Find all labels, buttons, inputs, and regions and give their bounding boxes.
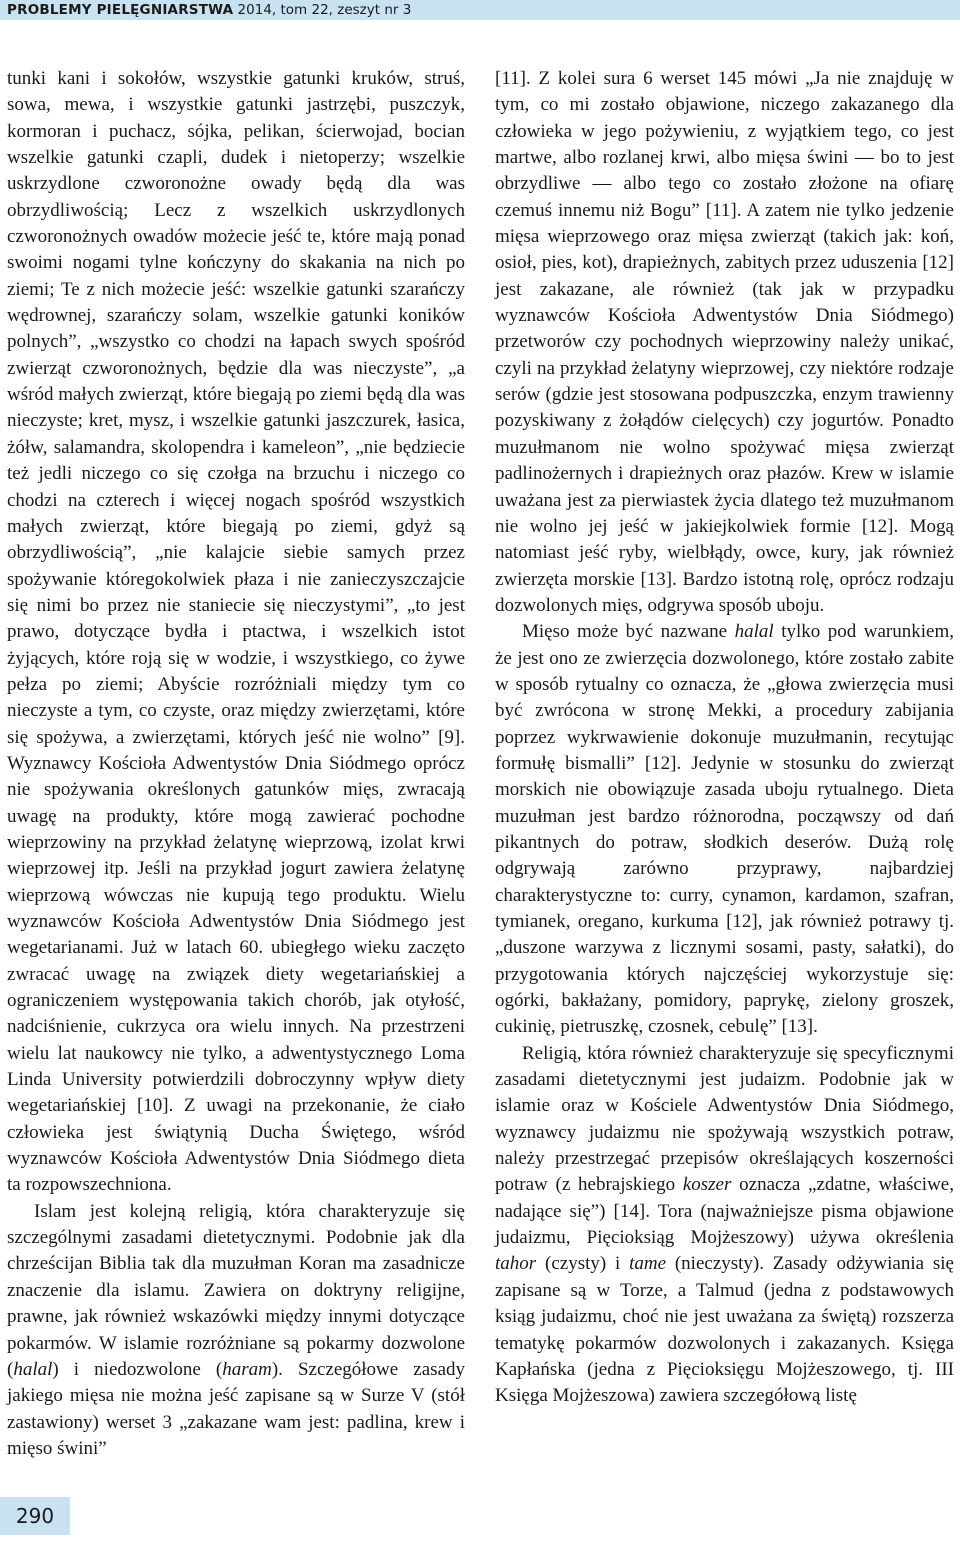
right-p3-koszer: koszer	[682, 1174, 732, 1196]
left-paragraph-2	[7, 1199, 465, 1462]
journal-issue: 2014, tom 22, zeszyt nr 3	[233, 2, 412, 18]
right-p3-tahor: tahor	[495, 1253, 537, 1275]
right-paragraph-1: [11]. Z kolei sura 6 werset 145 mówi „Ja nie znajduję w tym, co mi zostało objawione, niczego zakazanego dla człowieka w jego pożywieniu, z wyjątkiem tego, co jest martwe, albo rozlanej krwi, albo mięsa świni — bo to jest obrzydliwe — albo tego co zostało złożone na ofiarę czemuś innemu niż Bogu” [11]. A zatem nie tylko jedzenie mięsa wieprzowego oraz mięsa zwierząt (takich jak: koń, osioł, pies, kot), drapieżnych, zabitych przez uduszenia [12] jest zakazane, ale również (tak jak w przypadku wyznawców Kościoła Adwentystów Dnia Siódmego) przetworów czy pochodnych wieprzowiny należy unikać, czyli na przykład żelatyny wieprzowej, czy niektóre rodzaje serów (gdzie jest stosowana podpuszczka, enzym trawienny pozyskiwany z żołądów cielęcych) czy jogurtów. Ponadto muzułmanom nie wolno spożywać mięsa zwierząt padlinożernych i drapieżnych oraz płazów. Krew w islamie uważana jest za pierwiastek życia dlatego też muzułmanom nie wolno jej jeść w jakiejkolwiek formie [12]. Mogą natomiast jeść ryby, wielbłądy, owce, kury, jak również zwierzęta morskie [13]. Bardzo istotną rolę, oprócz rodzaju dozwolonych mięs, odgrywa sposób uboju.	[495, 68, 954, 616]
right-p3-text-2: oznacza „zdatne, właściwe, nadające się”) [14]. Tora (najważniejsze pisma objawione judaizmu, Pięcioksiąg Mojżeszowy) używa określenia	[495, 1174, 954, 1249]
page-header	[0, 0, 960, 32]
right-p2-text-2: tylko pod warunkiem, że jest ono ze zwierzęcia dozwolonego, które zostało zabite w sposób rytualny co oznacza, że „głowa zwierzęcia musi być zwrócona w stronę Mekki, a procedury zabijania poprzez wykrwawienie dokonuje muzułmanin, recytując formułę bismalli” [12]. Jedynie w stosunku do zwierząt morskich nie obowiązuje zasada uboju rytualnego. Dieta muzułman jest bardzo różnorodna, począwszy od dań pikantnych do potraw, słodkich deserów. Dużą rolę odgrywają zarówno przyprawy, najbardziej charakterystyczne to: curry, cynamon, kardamon, szafran, tymianek, oregano, kurkuma [12], jak również potrawy tj. „duszone warzywa z licznymi sosami, pasty, sałatki), do przygotowania których najczęściej wykorzystuje się: ogórki, bakłażany, pomidory, paprykę, zielony groszek, cukinię, pietruszkę, czosnek, cebulę” [13].	[495, 621, 954, 1038]
left-p2-text-2: ) i niedozwolone (	[52, 1358, 223, 1380]
right-p2-halal: halal	[734, 621, 774, 643]
page-number: 290	[15, 1504, 55, 1528]
left-p2-haram: haram	[222, 1358, 272, 1380]
right-paragraph-2	[495, 619, 954, 1041]
left-paragraph-1: tunki kani i sokołów, wszystkie gatunki kruków, struś, sowa, mewa, i wszystkie gatunki jastrzębi, puszczyk, kormoran i puchacz, sójka, pelikan, ścierwojad, bocian wszelkie gatunki czapli, dudek i nietoperzy; wszelkie uskrzydlone czworonożne owady będą dla was obrzydliwością; Lecz z wszelkich uskrzydlonych czworonożnych owadów możecie jeść te, które mają ponad swoimi nogami tylne kończyny do skakania na nich po ziemi; Te z nich możecie jeść: wszelkie gatunki szarańczy wędrownej, szarańczy solam, wszelkie gatunki koników polnych”, „wszystko co chodzi na łapach swych spośród zwierząt czworonożnych, będzie dla was nieczyste”, „a wśród małych zwierząt, które biegają po ziemi będą dla was nieczyste; kret, mysz, i wszelkie gatunki jaszczurek, łasica, żółw, salamandra, skolopendra i kameleon”, „nie będziecie też jedli niczego co się czołga na brzuchu i niczego co chodzi na czterech i więcej nogach spośród wszystkich małych zwierząt, które biegają po ziemi, gdyż są obrzydliwością”, „nie kalajcie siebie samych przez spożywanie któregokolwiek płaza i nie zanieczyszczajcie się nimi bo przez nie staniecie się nieczystymi”, „to jest prawo, dotyczące bydła i ptactwa, i wszelkich istot żyjących, które roją się w wodzie, i wszystkiego, co żywe pełza po ziemi; Abyście rozróżniali między tym co nieczyste a tym, co czyste, oraz między zwierzętami, które się spożywa, a zwierzętami, których jeść nie wolno” [9]. Wyznawcy Kościoła Adwentystów Dnia Siódmego oprócz nie spożywania określonych gatunków mięs, zwracają uwagę na produkty, które mogą zawierać pochodne wieprzowiny na przykład żelatynę wieprzową, izolat krwi wieprzowej itp. Jeśli na przykład jogurt zawiera żelatynę wieprzową wówczas nie kupują tego produktu. Wielu wyznawców Kościoła Adwentystów Dnia Siódmego jest wegetarianami. Już w latach 60. ubiegłego wieku zaczęto zwracać uwagę na związek diety wegetariańskiej a ograniczeniem występowania takich chorób, jak otyłość, nadciśnienie, cukrzyca ora wielu innych. Na przestrzeni wielu lat naukowcy nie tylko, a adwentystycznego Loma Linda University potwierdzili dobroczynny wpływ diety wegetariańskiej [10]. Z uwagi na przekonanie, że ciało człowieka jest świątynią Ducha Świętego, wśród wyznawców Kościoła Adwentystów Dnia Siódmego dieta ta rozpowszechniona.	[7, 68, 465, 1196]
journal-name: PROBLEMY PIELĘGNIARSTWA	[7, 2, 234, 18]
right-paragraph-3	[495, 1041, 954, 1410]
page-number-box	[0, 1497, 70, 1535]
right-p3-text-3: (czysty) i	[536, 1253, 630, 1275]
right-p3-text-4: (nieczysty). Zasady odżywiania się zapisane są w Torze, a Talmud (jedna z podstawowych ksiąg judaizmu, choć nie jest uważana za świętą) rozszerza tematykę pokarmów dozwolonych i zakazanych. Księga Kapłańska (jedna z Pięcioksięgu Mojżeszowego, tj. III Księga Mojżeszowa) zawiera szczegółową listę	[495, 1253, 954, 1407]
right-p3-text-1: Religią, która również charakteryzuje się specyficznymi zasadami dietetycznymi jest judaizm. Podobnie jak w islamie oraz w Kościele Adwentystów Dnia Siódmego, wyznawcy judaizmu nie spożywają wszystkich potraw, należy przestrzegać przepisów określających koszerności potraw (z hebrajskiego	[495, 1042, 954, 1196]
right-p3-tame: tame	[629, 1253, 667, 1275]
left-p2-text-1: Islam jest kolejną religią, która charakteryzuje się szczególnymi zasadami dietetycznymi. Podobnie jak dla chrześcijan Biblia tak dla muzułman Koran ma zasadnicze znaczenie dla islamu. Zawiera on doktryny religijne, prawne, jak również wskazówki między innymi dotyczące pokarmów. W islamie rozróżniane są pokarmy dozwolone (	[7, 1200, 465, 1380]
journal-title	[7, 1, 411, 19]
left-column	[7, 66, 465, 1462]
right-column	[495, 66, 954, 1410]
left-p2-text-3: ). Szczegółowe zasady jakiego mięsa nie można jeść zapisane są w Surze V (stół zastawiony) werset 3 „zakazane wam jest: padlina, krew i mięso świni”	[7, 1358, 465, 1459]
left-p2-halal: halal	[13, 1358, 53, 1380]
right-p2-text-1: Mięso może być nazwane	[522, 621, 735, 643]
